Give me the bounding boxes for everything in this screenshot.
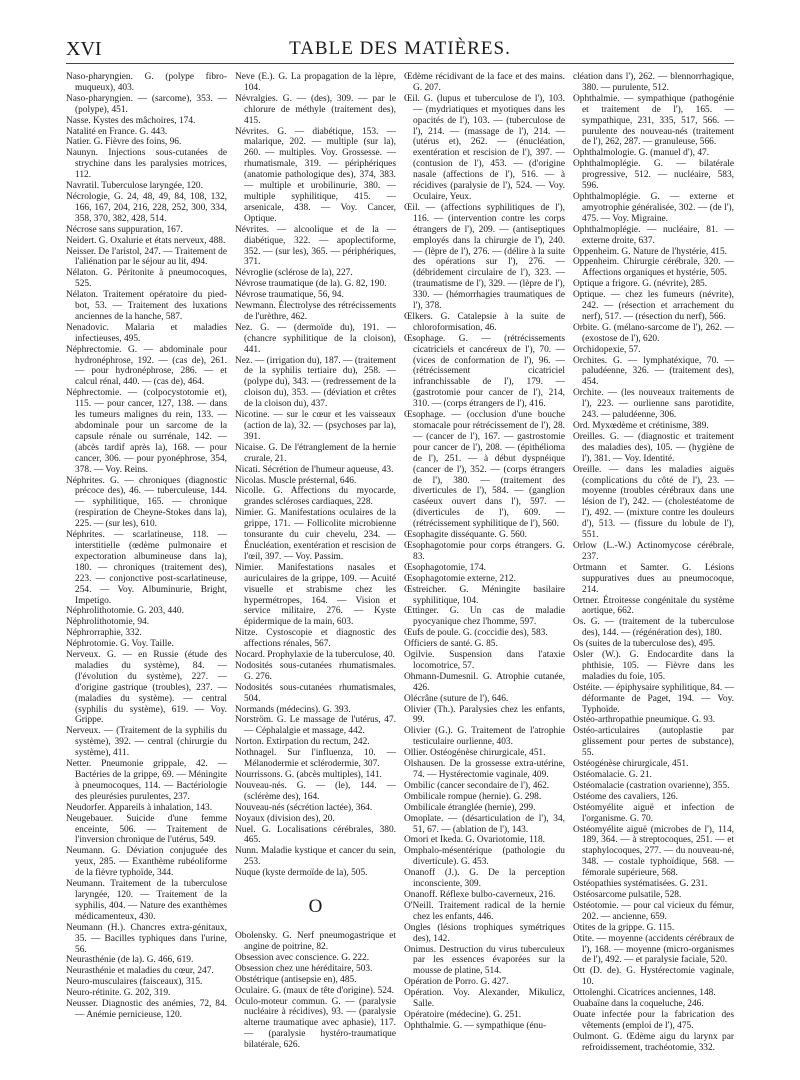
index-entry: Œsophagotomie externe, 212. — [404, 573, 516, 584]
index-entry: Natier. G. Fièvre des foins, 96. — [66, 137, 182, 148]
index-entry: Ophthalmoplégie. G. — externe et amyotrophie généralisée, 302. — (de l'), 475. — Voy. Migraine. — [573, 191, 734, 224]
index-entry: Nouveau-nés. G. — (le), 144. — (sclérème des), 164. — [235, 780, 396, 802]
index-entry: Nez. G. — (dermoïde du), 191. — (chancre syphilitique de la cloison), 441. — [235, 322, 396, 355]
index-entry: Neidert. G. Oxalurie et états nerveux, 488. — [66, 235, 226, 246]
index-entry: Naso-pharyngien. — (sarcome), 353. — (polype), 451. — [66, 93, 227, 115]
index-entry: Néphrectomie. — (colpocystotomie et), 115. — pour cancer, 127, 138. — dans les tumeurs malignes du rein, 133. — abdominale pour un sarcome de la capsule rénale ou surrénale, 142. — (abcès tardif après la), 168. — pour cancer, 306. — pour pyonéphrose, 354, 378. — Voy. Reins. — [66, 388, 227, 475]
index-entry: Névroglie (sclérose de la), 227. — [235, 268, 353, 279]
index-entry: Onimus. Destruction du virus tuberculeux par les essences évaporées sur la mousse de platine, 514. — [404, 944, 565, 977]
index-entry: cléation dans l'), 262. — blennorrhagique, 380. — purulente, 512. — [573, 72, 734, 93]
index-entry: Nécrose sans suppuration, 167. — [66, 224, 183, 235]
index-entry: Os (suites de la tuberculose des), 495. — [573, 639, 716, 650]
index-entry: Opération de Porro. G. 427. — [404, 977, 509, 988]
index-entry: Natalité en France. G. 443. — [66, 126, 168, 137]
index-column-1 — [66, 72, 227, 1062]
index-entry: Otites de la grippe. G. 115. — [573, 922, 675, 933]
index-entry: Nicolas. Muscle présternal, 646. — [235, 475, 357, 486]
index-entry: Nenadovic. Malaria et maladies infectieuses, 495. — [66, 322, 227, 344]
page-number: XVI — [66, 38, 102, 60]
index-entry: Orchites. G. — lymphatéxique, 70. — paludéenne, 326. — (traitement des), 454. — [573, 355, 734, 388]
section-letter: O — [308, 896, 323, 918]
index-entry: Orlow (L.-W.) Actinomycose cérébrale, 237. — [573, 540, 734, 562]
index-entry: Optique a frigore. G. (névrite), 285. — [573, 279, 708, 290]
index-entry: Naunyn. Injections sous-cutanées de strychine dans les paralysies motrices, 112. — [66, 148, 227, 181]
index-entry: Nunn. Maladie kystique et cancer du sein, 253. — [235, 846, 396, 868]
index-entry: Onanoff (J.). G. De la perception inconsciente, 309. — [404, 868, 565, 890]
index-entry: Ouabaïne dans la coqueluche, 246. — [573, 999, 704, 1010]
index-entry: Nicolle. G. Affections du myocarde, grandes scléroses cardiaques, 228. — [235, 486, 396, 508]
index-entry: Obsession chez une héréditaire, 503. — [235, 963, 373, 974]
index-entry: Œufs de poule. G. (coccidie des), 583. — [404, 628, 548, 639]
index-entry: Œsophagite disséquante. G. 560. — [404, 530, 527, 541]
index-entry: Opératoire (médecine). G. 251. — [404, 1009, 522, 1020]
index-column-4 — [573, 72, 734, 1062]
index-entry: Norton. Extirpation du rectum, 242. — [235, 737, 370, 748]
index-entry: Ostéomyélite aiguë et infection de l'organisme. G. 70. — [573, 802, 734, 824]
index-entry: Olécrâne (suture de l'), 646. — [404, 693, 509, 704]
index-entry: Ouate infectée pour la fabrication des vêtements (emploi de l'), 475. — [573, 1009, 734, 1031]
index-entry: Navratil. Tuberculose laryngée, 120. — [66, 181, 203, 192]
index-entry: Opération. Voy. Alexander, Mikulicz, Salle. — [404, 988, 565, 1010]
index-entry: Nuque (kyste dermoïde de la), 505. — [235, 868, 368, 879]
index-entry: Ogilvie. Suspension dans l'ataxie locomotrice, 57. — [404, 650, 565, 671]
index-entry: Obstétrique (antisepsie en), 485. — [235, 974, 357, 985]
index-entry: Nicaise. G. De l'étranglement de la hernie crurale, 21. — [235, 442, 396, 464]
index-entry: Ostéogénèse chirurgicale, 451. — [573, 759, 689, 770]
index-entry: Ord. Myxœdème et crétinisme, 389. — [573, 421, 709, 431]
index-entry: Newmann. Électrolyse des rétrécissements de l'urèthre, 462. — [235, 301, 396, 322]
index-entry: Nélaton. G. Péritonite à pneumocoques, 525. — [66, 268, 227, 290]
index-entry: Œsophagotomie, 174. — [404, 562, 487, 573]
index-entry: Ostéosarcome pulsatile, 528. — [573, 889, 682, 900]
index-entry: Névralgies. G. — (des), 309. — par le chlorure de méthyle (traitement des), 415. — [235, 93, 396, 126]
index-entry: Oculaire. G. (maux de tête d'origine). 524. — [235, 985, 394, 996]
index-entry: Œttinger. G. Un cas de maladie pyocyanique chez l'homme, 597. — [404, 606, 565, 628]
index-entry: Otite. — moyenne (accidents cérébraux de l'), 168. — moyenne (micro-organismes de l'), 492. — et paralysie faciale, 520. — [573, 933, 734, 966]
index-entry: Ostéome des cavaliers, 126. — [573, 791, 678, 802]
index-entry: Ongles (lésions trophiques symétriques des), 142. — [404, 922, 565, 944]
index-entry: Œstreicher. G. Méningite basilaire syphilitique, 104. — [404, 584, 565, 606]
index-entry: Nimier. G. Manifestations oculaires de la grippe, 171. — Follicolite microbienne tonsurante du cuir chevelu, 234. — Énucléation, exentération et rescision de l'œil, 397. — Voy. Passim. — [235, 508, 396, 562]
index-entry: Obolensky. G. Nerf pneumogastrique et angine de poitrine, 82. — [235, 931, 396, 952]
index-entry: Nicotine. — sur le cœur et les vaisseaux (action de la), 32. — (psychoses par la), 391. — [235, 410, 396, 442]
index-entry: Neumann. Traitement de la tuberculose laryngée, 120. — Traitement de la syphilis, 404. — Nature des exanthèmes médicamenteux, 430. — [66, 879, 227, 922]
index-entry: Néphrotomie. G. Voy. Taille. — [66, 639, 174, 650]
index-entry: Ostéopathies systématisées. G. 231. — [573, 879, 708, 890]
page-title: TABLE DES MATIÈRES. — [289, 38, 511, 59]
index-entry: Optique. — chez les fumeurs (névrite), 242. — (résection et arrachement du nerf), 517. — (résection du nerf), 566. — [573, 290, 734, 322]
index-entry: Ophthalmoplégie. — nucléaire, 81. — externe droite, 637. — [573, 224, 734, 246]
index-entry: Névrose traumatique, 56, 94. — [235, 290, 344, 301]
index-entry: Nouveau-nés (sécrétion lactée), 364. — [235, 802, 373, 813]
index-entry: Officiers de santé. G. 85. — [404, 639, 498, 650]
index-entry: Noyaux (division des), 20. — [235, 813, 335, 824]
index-entry: Ostéotomie. — pour cal vicieux du fémur, 202. — ancienne, 659. — [573, 900, 734, 922]
index-entry: Neurasthénie (de la). G. 466, 619. — [66, 955, 194, 966]
index-entry: Onanoff. Réflexe bulbo-caverneux, 216. — [404, 889, 556, 900]
index-entry: Ophthalmie. — sympathique (pathogénie et traitement de l'), 165. — sympathique, 231, 335, 517, 566. — purulente des nouveau-nés (traitement de l'), 262, 287. — granuleuse, 566. — [573, 93, 734, 148]
index-entry: Névrose traumatique (de la). G. 82, 190. — [235, 279, 387, 290]
index-entry: Olivier (G.). G. Traitement de l'atrophie testiculaire ourlienne, 403. — [404, 726, 565, 748]
index-entry: Ostéite. — épiphysaire syphilitique, 84. — déformante de Paget, 194. — Voy. Typhoïde. — [573, 682, 734, 715]
index-entry: Ostéomyélite aiguë (microbes de l'), 114, 189, 364. — à streptocoques, 251. — et staphylocoques, 277. — du nouveau-né, 348. — costale typhoïdique, 568. — fémorale supérieure, 568. — [573, 824, 734, 879]
index-entry: Naso-pharyngien. G. (polype fibro-muqueux), 403. — [66, 72, 227, 93]
index-entry: Ohmann-Dumesnil. G. Atrophie cutanée, 426. — [404, 671, 565, 693]
index-entry: Nitze. Cystoscopie et diagnostic des affections rénales, 567. — [235, 628, 396, 650]
index-entry: Neugebauer. Suicide d'une femme enceinte, 506. — Traitement de l'inversion chronique de l'utérus, 549. — [66, 813, 227, 846]
index-entry: Neumann (H.). Chancres extra-génitaux, 35. — Bacilles typhiques dans l'urine, 56. — [66, 922, 227, 955]
index-entry: Ostéomalacie (castration ovarienne), 355. — [573, 780, 730, 791]
index-entry: Neuro-musculaires (faisceaux), 315. — [66, 977, 203, 988]
index-entry: Os. G. — (traitement de la tuberculose des), 144. — (régénération des), 180. — [573, 617, 734, 639]
index-entry: Omphalo-mésentérique (pathologie du diverticule). G. 453. — [404, 846, 565, 868]
index-entry: Nothnagel. Sur l'influenza, 10. — Mélanodermie et sclérodermie, 307. — [235, 748, 396, 770]
index-entry: Nécrologie, G. 24, 48, 49, 84, 108, 132, 166, 167, 204, 216, 228, 252, 300, 334, 358, 370, 382, 428, 514. — [66, 191, 227, 224]
index-entry: Ollier. Ostéogénèse chirurgicale, 451. — [404, 748, 546, 759]
index-entry: Néphrolithotomie. G. 203, 440. — [66, 606, 184, 617]
index-entry: Oreilles. G. — (diagnostic et traitement des maladies des), 105. — (hygiène de l'), 381. — Voy. Identité. — [573, 431, 734, 464]
index-entry: Ostéomalacie. G. 21. — [573, 770, 652, 780]
index-entry: Néphrites. — scarlatineuse, 118. — interstitielle (œdème pulmonaire et expectoration albumineuse dans la), 180. — chroniques (traitement des), 223. — conjonctive post-scarlatineuse, 254. — Voy. Albuminurie, Bright, Impetigo. — [66, 530, 227, 606]
index-entry: Œsophage. G. — (rétrécissements cicatriciels et cancéreux de l'), 70. — (vices de conformation de l'), 96. — (rétrécissement cicatriciel infranchissable de l'), 179. — (gastrotomie pour cancer de l'), 214, 310. — (corps étrangers de l'), 416. — [404, 333, 565, 410]
index-entry: Norström. G. Le massage de l'utérus, 47. — Céphalalgie et massage, 442. — [235, 715, 396, 737]
index-entry: Ophthalmie. G. — sympathique (énu- — [404, 1020, 547, 1031]
index-entry: Œil. G. (lupus et tuberculose de l'), 103. — (mydriatiques et myotiques dans les opacités de l'), 103. — (tuberculose de l'), 214. — (massage de l'), 214. — (utérus et), 262. — (énucléation, exentération et rescision de l'), 397. — (contusion de l'), 453. — (d'origine nasale (affections de l'), 516. — à récidives (paralysie de l'), 524. — Voy. Oculaire, Yeux. — [404, 93, 565, 202]
index-entry: Osler (W.). G. Endocardite dans la phthisie, 105. — Fièvre dans les maladies du foie, 105. — [573, 650, 734, 682]
index-entry: Ortner. Étroitesse congénitale du système aortique, 662. — [573, 595, 734, 617]
index-entry: Névrites. — alcoolique et de la — diabétique, 322. — apoplectiforme, 352. — (sur les), 365. — périphériques, 371. — [235, 224, 396, 268]
index-entry: Nélaton. Traitement opératoire du pied-bot, 53. — Traitement des luxations anciennes de la hanche, 587. — [66, 290, 227, 322]
index-entry: Ombilicale rompue (hernie). G. 298. — [404, 791, 542, 802]
index-entry: Néphrites. G. — chroniques (diagnostic précoce des), 46. — tuberculeuse, 144. — syphilitique, 165. — chronique (respiration de Cheyne-Stokes dans la), 225. — (sur les), 610. — [66, 475, 227, 530]
index-entry: Œsophage. — (occlusion d'une bouche stomacale pour rétrécissement de l'), 28. — (cancer de l'), 167. — gastrostomie pour cancer de l'), 208. — (épithélioma de l'), 251. — à début dyspnéique (cancer de l'), 352. — (corps étrangers de l'), 380. — (traitement des diverticules de l'), 584. — (ganglion caséeux ouvert dans l'), 597. — (diverticules de l'), 609. — (rétrécissement syphilitique de l'), 560. — [404, 410, 565, 530]
index-entry: Omoplate. — (désarticulation de l'), 34, 51, 67. — (ablation de l'), 143. — [404, 813, 565, 835]
index-entry: Œdème récidivant de la face et des mains. G. 207. — [404, 72, 565, 93]
index-entry: Œsophagotomie pour corps étrangers. G. 83. — [404, 540, 565, 562]
index-entry: Oreille. — dans les maladies aiguës (complications du côté de l'), 23. — moyenne (troubles cérébraux dans une lésion de l'), 242. — (cholestéatome de l'), 492. — (mixture contre les douleurs d'), 513. — (fissure du lobule de l'), 551. — [573, 464, 734, 541]
index-entry: Omori et Ikeda. G. Ovariotomie, 118. — [404, 835, 546, 846]
index-entry: Neve (E.). G. La propagation de la lèpre, 104. — [235, 72, 396, 93]
index-entry: Nerveux. G. — en Russie (étude des maladies du système), 84. — (l'évolution du système), 227. — d'origine gastrique (troubles), 237. — (maladies du système). — central (syphilis du système), 619. — Voy. Grippe. — [66, 650, 227, 726]
index-entry: Nuel. G. Localisations cérébrales, 380. 465. — [235, 824, 396, 846]
index-column-3 — [404, 72, 565, 1062]
index-entry: Néphrorraphie, 332. — [66, 628, 142, 639]
page-header — [66, 34, 734, 64]
index-entry: Nourrissons. G. (abcès multiples), 141. — [235, 770, 382, 780]
index-entry: Nerveux. — (Traitement de la syphilis du système), 392. — central (chirurgie du système), 411. — [66, 726, 227, 759]
index-entry: Nasse. Kystes des mâchoires, 174. — [66, 115, 196, 126]
index-entry: Olshausen. De la grossesse extra-utérine, 74. — Hystérectomie vaginale, 409. — [404, 759, 565, 780]
index-entry: Orchidopexie, 57. — [573, 344, 641, 355]
index-entry: Orchite. — (les nouveaux traitements de l'), 223. — ourlienne sans parotidite, 243. — paludéenne, 306. — [573, 388, 734, 421]
index-entry: Ophthalmologie. G. (manuel d'), 47. — [573, 148, 710, 159]
index-entry: Ostéo-articulaires (autoplastie par glissement pour pertes de substance), 55. — [573, 726, 734, 759]
index-entry: Normands (médecins). G. 393. — [235, 704, 351, 715]
index-entry: Oppenheim. G. Nature de l'hystérie, 415. — [573, 246, 727, 257]
index-entry: Œlkers. G. Catalepsie à la suite de chloroformisation, 46. — [404, 311, 565, 333]
index-entry: Neurasthénie et maladies du cœur, 247. — [66, 966, 214, 977]
index-columns — [66, 72, 734, 1062]
index-entry: Neuro-rétinite. G. 202, 319. — [66, 988, 171, 999]
index-entry: Ombilic (cancer secondaire de l'), 462. — [404, 780, 550, 791]
index-entry: Oulmont. G. Œdème aigu du larynx par refroidissement, trachéotomie, 332. — [573, 1031, 734, 1053]
index-entry: Néphrolithotomie, 94. — [66, 617, 150, 628]
index-entry: Oculo-moteur commun. G. — (paralysie nucléaire à récidives), 93. — (paralysie alterne traumatique avec aphasie), 117. — (paralysie hystéro-traumatique bilatérale, 626. — [235, 996, 396, 1051]
index-entry: Nodosités sous-cutanées rhumatismales. G. 276. — [235, 660, 396, 682]
index-entry: O'Neill. Traitement radical de la hernie chez les enfants, 446. — [404, 900, 565, 922]
index-entry: Neudorfer. Appareils à inhalation, 143. — [66, 802, 213, 813]
index-entry: Ott (D. de). G. Hystérectomie vaginale, 10. — [573, 966, 734, 988]
index-column-2 — [235, 72, 396, 1062]
index-entry: Oppenheim. Chirurgie cérébrale, 320. — Affections organiques et hystérie, 505. — [573, 257, 734, 279]
index-entry: Ostéo-arthropathie pneumique. G. 93. — [573, 715, 716, 726]
index-entry: Ottolenghi. Cicatrices anciennes, 148. — [573, 988, 716, 999]
index-entry: Neusser. Diagnostic des anémies, 72, 84. — Anémie pernicieuse, 120. — [66, 999, 227, 1020]
index-entry: Orbite. G. (mélano-sarcome de l'), 262. — (exostose de l'), 620. — [573, 322, 734, 344]
index-entry: Nodosités sous-cutanées rhumatismales, 504. — [235, 682, 396, 704]
index-entry: Obsession avec conscience. G. 222. — [235, 952, 370, 963]
index-entry: Neisser. De l'aristol, 247. — Traitement de l'aliénation par le séjour au lit, 494. — [66, 246, 227, 268]
index-entry: Nocard. Prophylaxie de la tuberculose, 40. — [235, 650, 395, 661]
index-entry: Névrites. G. — diabétique, 153. — malarique, 202. — multiple (sur la), 260. — multiples. Voy. Grossesse. — rhumatismale, 319. — périphériques (anatomie pathologique des), 374, 383. — multiple et urobilinurie, 380. — multiple syphilitique, 415. — arsenicale, 438. — Voy. Cancer, Optique. — [235, 126, 396, 224]
index-entry: Neumann. G. Déviation conjuguée des yeux, 285. — Exanthème rubéoliforme de la fièvre typhoïde, 344. — [66, 846, 227, 879]
index-entry: Olivier (Th.). Paralysies chez les enfants, 99. — [404, 704, 565, 726]
index-entry: Ombilicale étranglée (hernie), 299. — [404, 802, 536, 813]
index-entry: Netter. Pneumonie grippale, 42. — Bactéries de la grippe, 69. — Méningite à pneumocoques, 114. — Bactériologie des pleurésies purulentes, 237. — [66, 759, 227, 802]
index-entry: Nimier. Manifestations nasales et auriculaires de la grippe, 109. — Acuité visuelle et strabisme chez les hypermétropes, 164. — Vision et service militaire, 276. — Kyste épidermique de la main, 603. — [235, 562, 396, 628]
index-entry: Ortmann et Samter. G. Lésions suppuratives dues au pneumocoque, 214. — [573, 562, 734, 595]
index-entry: Néphrectomie. G. — abdominale pour hydronéphrose, 192. — (cas de), 261. — pour hydronéphrose, 286. — et calcul rénal, 440. — (cas de), 464. — [66, 344, 227, 388]
index-entry: Nez. — (irrigation du), 187. — (traitement de la syphilis tertiaire du), 258. — (polype du), 343. — (redressement de la cloison du), 353. — (déviation et crêtes de la cloison du), 437. — [235, 355, 396, 410]
header-rule — [66, 63, 734, 64]
index-entry: Ophthalmoplégie. G. — bilatérale progressive, 512. — nucléaire, 583, 596. — [573, 159, 734, 192]
index-entry: Œil. — (affections syphilitiques de l'), 116. — (intervention contre les corps étrangers de l'), 209. — (antiseptiques employés dans la chirurgie de l'), 240. — (lèpre de l'), 276. — (délire à la suite des opérations sur l'), 276. — (débridement circulaire de l'), 323. — (traumatisme de l'), 329. — (lèpre de l'), 330. — (hémorrhagies traumatiques de l'), 378. — [404, 202, 565, 312]
index-entry: Nicati. Sécrétion de l'humeur aqueuse, 43. — [235, 464, 394, 475]
